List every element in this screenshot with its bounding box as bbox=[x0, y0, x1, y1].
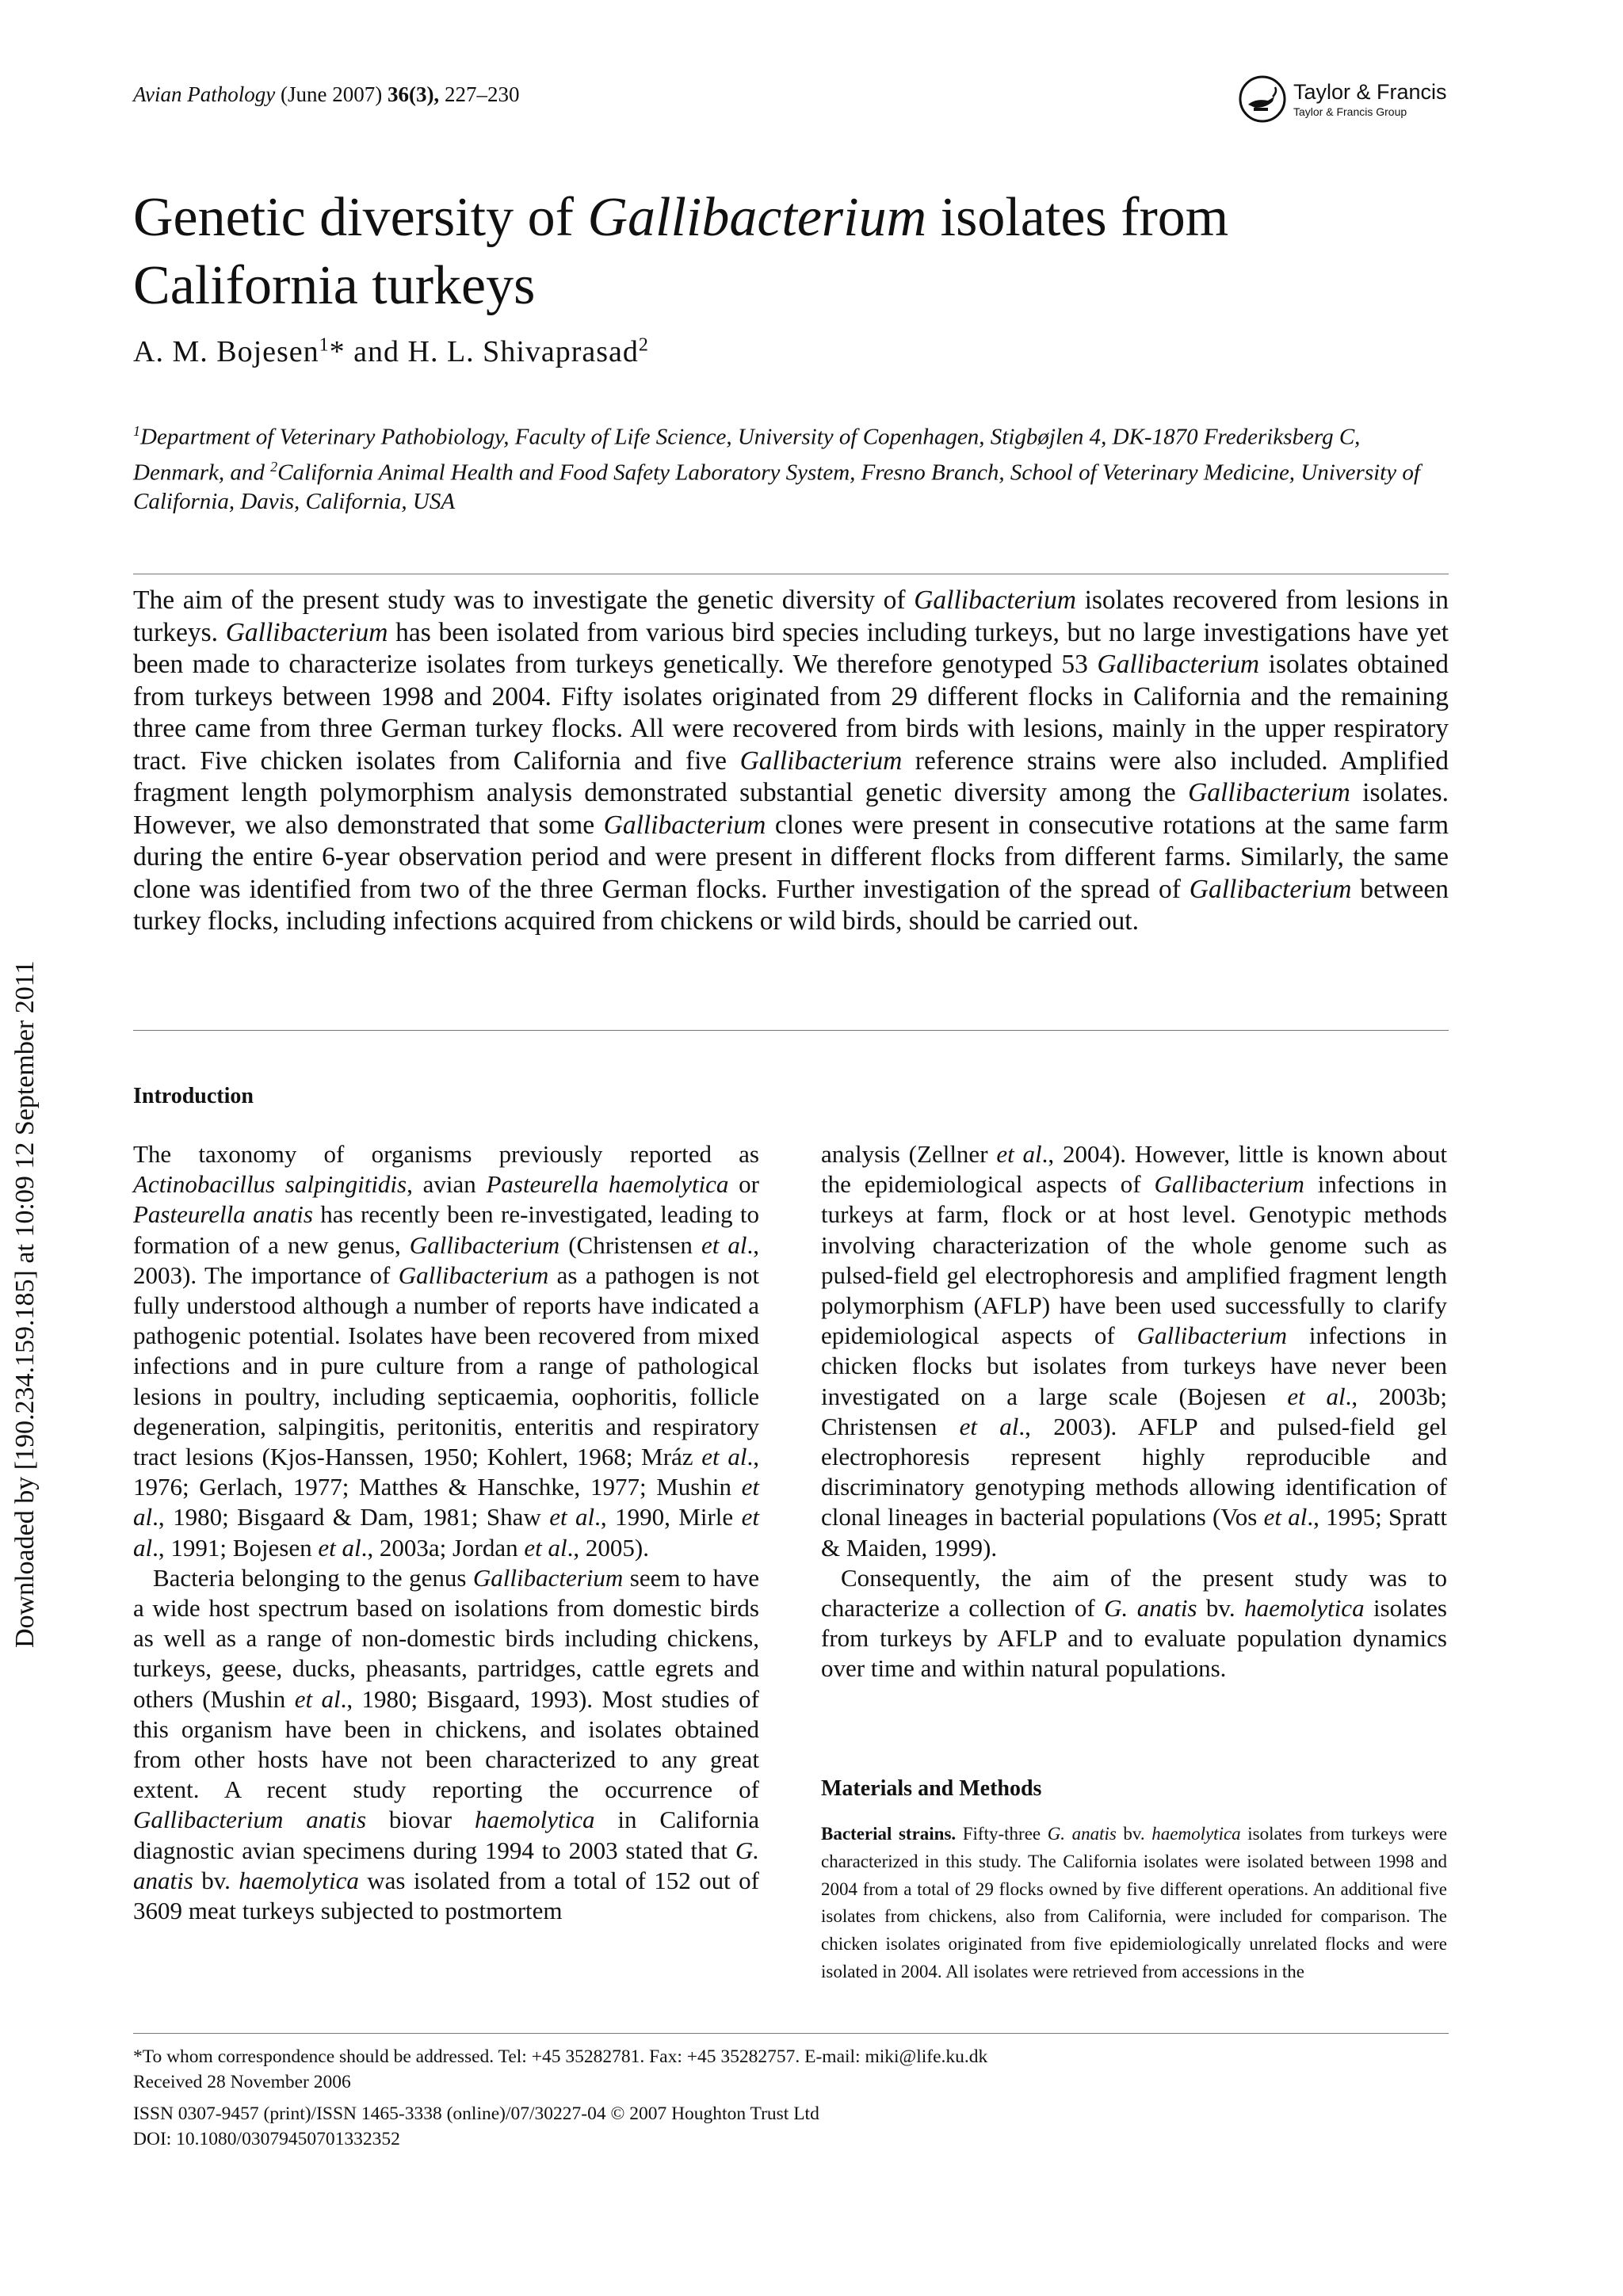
author-line: A. M. Bojesen$^1$* and H. L. Shivaprasad$^2$ bbox=[133, 334, 649, 368]
doi-line: DOI: 10.1080/03079450701332352 bbox=[133, 2129, 400, 2149]
bacterial-strains-subheading: Bacterial strains. bbox=[821, 1824, 957, 1844]
publisher-name: Taylor & Francis bbox=[1293, 79, 1447, 104]
author-2: H. L. Shivaprasad bbox=[407, 335, 639, 368]
publisher-logo bbox=[1238, 74, 1447, 124]
abstract: The aim of the present study was to investigate the genetic diversity of Gallibacterium isolates recovered from lesions in turkeys. Gallibacterium has been isolated from various bird species including turkeys, but no large investigations have yet been made to characterize isolates from turkeys genetically. We therefore genotyped 53 Gallibacterium isolates obtained from turkeys between 1998 and 2004. Fifty isolates originated from 29 different flocks in California and the remaining three came from three German turkey flocks. All were recovered from birds with lesions, mainly in the upper respiratory tract. Five chicken isolates from California and five Gallibacterium reference strains were also included. Amplified fragment length polymorphism analysis demonstrated substantial genetic diversity among the Gallibacterium isolates. However, we also demonstrated that some Gallibacterium clones were present in consecutive rotations at the same farm during the entire 6-year observation period and were present in different flocks from different farms. Similarly, the same clone was identified from two of the three German flocks. Further investigation of the spread of Gallibacterium between turkey flocks, including infections acquired from chickens or wild birds, should be carried out. bbox=[133, 585, 1449, 936]
journal-citation bbox=[133, 82, 519, 107]
correspondence-note: *To whom correspondence should be addressed. Tel: +45 35282781. Fax: +45 35282757. E-mail: miki@life.ku.dk bbox=[133, 2046, 988, 2067]
received-date: Received 28 November 2006 bbox=[133, 2072, 351, 2092]
intro-paragraph-1: The taxonomy of organisms previously reported as Actinobacillus salpingitidis, avian Pasteurella haemolytica or Pasteurella anatis has recently been re-investigated, leading to formation of a new genus, Gallibacterium (Christensen et al., 2003). The importance of Gallibacterium as a pathogen is not fully understood although a number of reports have indicated a pathogenic potential. Isolates have been recovered from mixed infections and in pure culture from a range of pathological lesions in poultry, including septicaemia, oophoritis, follicle degeneration, salpingitis, peritonitis, enteritis and respiratory tract lesions (Kjos-Hanssen, 1950; Kohlert, 1968; Mráz et al., 1976; Gerlach, 1977; Matthes & Hanschke, 1977; Mushin et al., 1980; Bisgaard & Dam, 1981; Shaw et al., 1990, Mirle et al., 1991; Bojesen et al., 2003a; Jordan et al., 2005). bbox=[133, 1140, 759, 1562]
publisher-lamp-icon bbox=[1238, 74, 1287, 124]
journal-name: Avian Pathology bbox=[133, 82, 276, 106]
download-watermark: Downloaded by [190.234.159.185] at 10:09 12 September 2011 bbox=[10, 960, 40, 1648]
affiliations: $^1$Department of Veterinary Pathobiology, Faculty of Life Science, University of Copenhagen, Stigbøjlen 4, DK-1870 Frederiksberg C, Denmark, and $^2$California Animal Health and Food Safety Laboratory System, Fresno Branch, School of Veterinary Medicine, University of California, Davis, California, USA bbox=[133, 423, 1420, 515]
methods-heading: Materials and Methods bbox=[821, 1776, 1042, 1801]
author-1: A. M. Bojesen bbox=[133, 335, 319, 368]
footnote-rule bbox=[133, 2033, 1449, 2034]
footnotes bbox=[133, 2044, 1449, 2152]
intro-paragraph-3: analysis (Zellner et al., 2004). However, little is known about the epidemiological aspects of Gallibacterium infections in turkeys at farm, flock or at host level. Genotypic methods involving characterization of the whole genome such as pulsed-field gel electrophoresis and amplified fragment length polymorphism (AFLP) have been used successfully to clarify epidemiological aspects of Gallibacterium infections in chicken flocks but isolates from turkeys have never been investigated on a large scale (Bojesen et al., 2003b; Christensen et al., 2003). AFLP and pulsed-field gel electrophoresis represent highly reproducible and discriminatory genotyping methods allowing identification of clonal lineages in bacterial populations (Vos et al., 1995; Spratt & Maiden, 1999). bbox=[821, 1140, 1448, 1562]
publisher-group: Taylor & Francis Group bbox=[1293, 105, 1407, 118]
volume-issue: 36(3), bbox=[387, 82, 440, 106]
article-title: Genetic diversity of Gallibacterium isolates from California turkeys bbox=[133, 187, 1229, 316]
right-column bbox=[821, 1139, 1447, 1684]
intro-paragraph-2: Bacteria belonging to the genus Gallibacterium seem to have a wide host spectrum based on isolations from domestic birds as well as a range of non-domestic birds including chickens, turkeys, geese, ducks, pheasants, partridges, cattle egrets and others (Mushin et al., 1980; Bisgaard, 1993). Most studies of this organism have been in chickens, and isolates obtained from other hosts have not been characterized to any great extent. A recent study reporting the occurrence of Gallibacterium anatis biovar haemolytica in California diagnostic avian specimens during 1994 to 2003 stated that G. anatis bv. haemolytica was isolated from a total of 152 out of 3609 meat turkeys subjected to postmortem bbox=[133, 1563, 760, 1925]
page-range: 227–230 bbox=[444, 82, 520, 106]
left-column bbox=[133, 1139, 759, 1926]
intro-paragraph-4: Consequently, the aim of the present study was to characterize a collection of G. anatis bv. haemolytica isolates from turkeys by AFLP and to evaluate population dynamics over time and within natural populations. bbox=[821, 1563, 1447, 1683]
issue-date: (June 2007) bbox=[280, 82, 383, 106]
methods-paragraph-1: Bacterial strains. Fifty-three G. anatis bv. haemolytica isolates from turkeys were characterized in this study. The California isolates were isolated between 1998 and 2004 from a total of 29 flocks owned by five different operations. An additional five isolates from chickens, also from California, were included for comparison. The chicken isolates originated from five epidemiologically unrelated flocks and were isolated in 2004. All isolates were retrieved from accessions in the bbox=[821, 1824, 1448, 1981]
introduction-heading: Introduction bbox=[133, 1084, 254, 1108]
abstract-bottom-rule bbox=[133, 1030, 1449, 1031]
issn-line: ISSN 0307-9457 (print)/ISSN 1465-3338 (online)/07/30227-04 © 2007 Houghton Trust Ltd bbox=[133, 2103, 819, 2124]
